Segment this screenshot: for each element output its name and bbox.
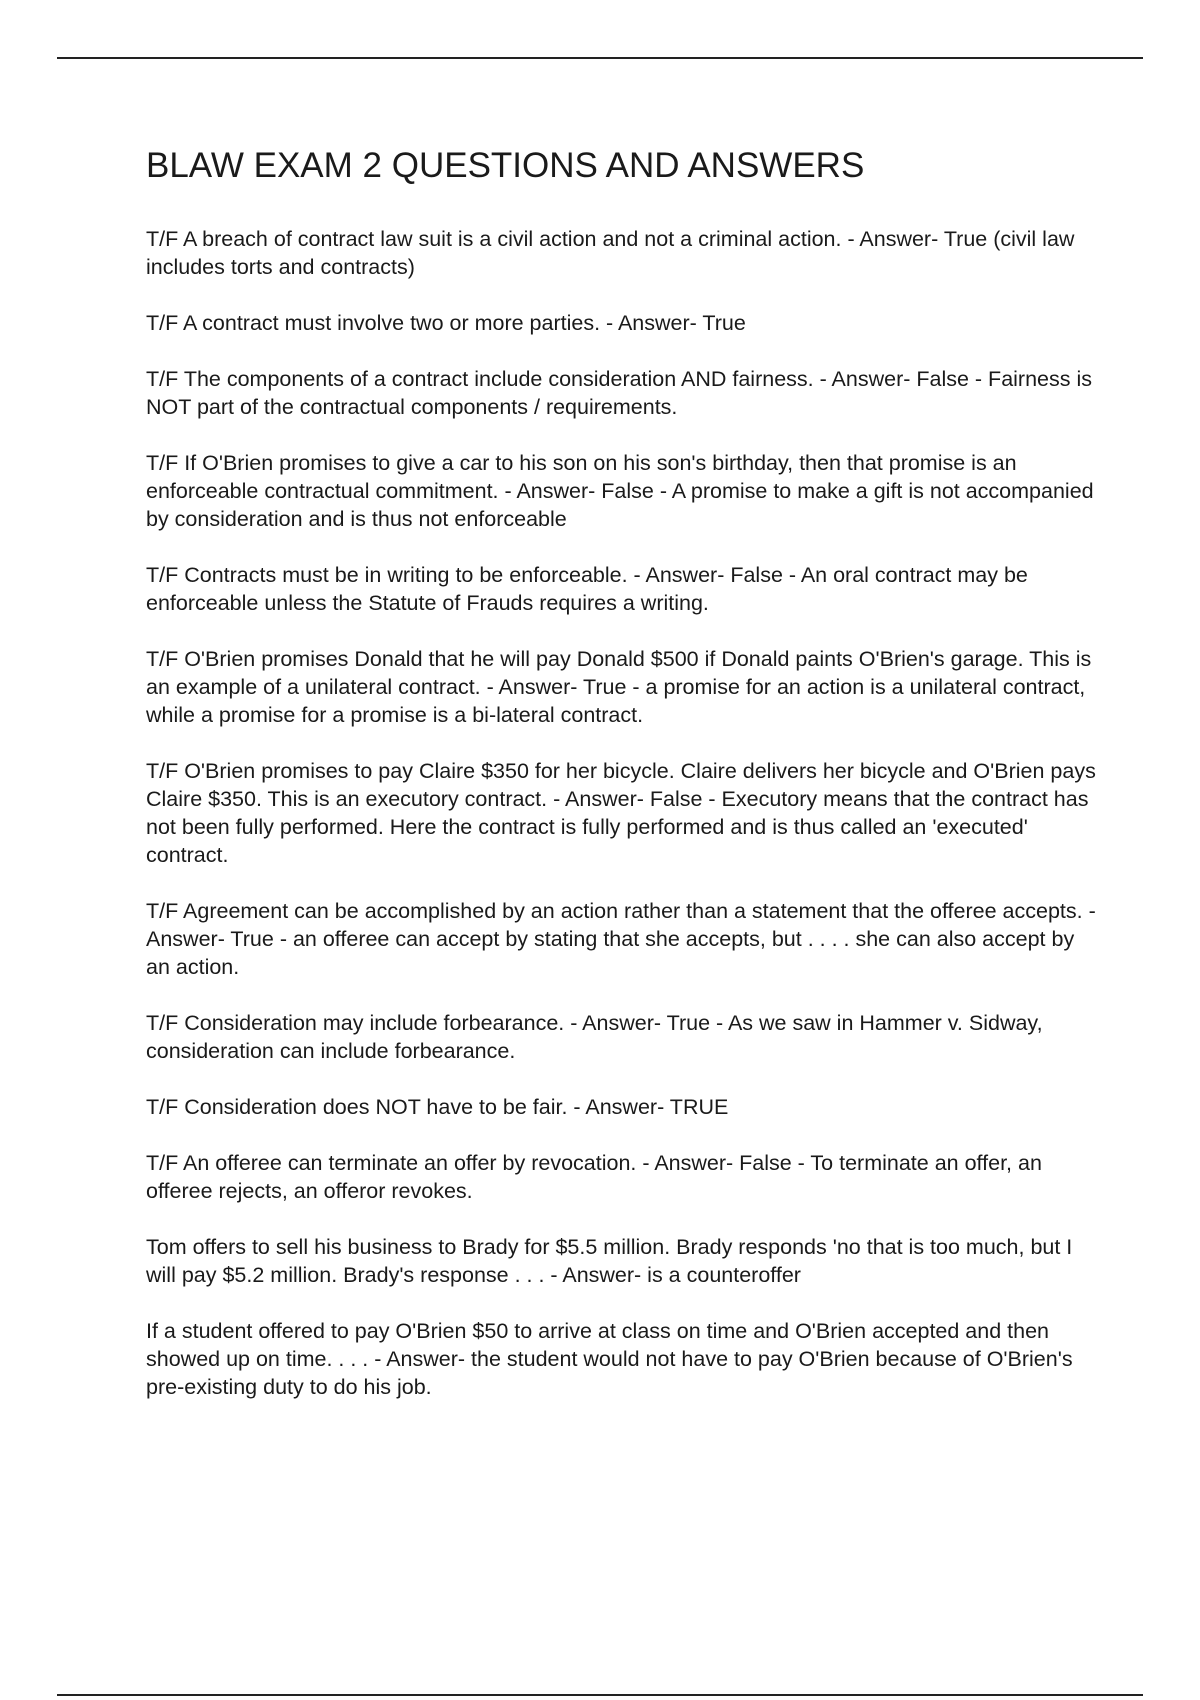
bottom-divider <box>57 1694 1143 1696</box>
qa-list <box>146 225 1096 1401</box>
qa-item-5: T/F Contracts must be in writing to be enforceable. - Answer- False - An oral contract may be enforceable unless the Statute of Frauds requires a writing. <box>146 563 1028 615</box>
document-body <box>146 140 1096 1429</box>
qa-item-9: T/F Consideration may include forbearance. - Answer- True - As we saw in Hammer v. Sidway, consideration can include forbearance. <box>146 1011 1043 1063</box>
document-title: BLAW EXAM 2 QUESTIONS AND ANSWERS <box>146 146 865 185</box>
qa-item-1: T/F A breach of contract law suit is a civil action and not a criminal action. - Answer- True (civil law includes torts and contracts) <box>146 227 1075 279</box>
qa-item-4: T/F If O'Brien promises to give a car to his son on his son's birthday, then that promise is an enforceable contractual commitment. - Answer- False - A promise to make a gift is not accompanied by consideration and is thus not enforceable <box>146 451 1094 531</box>
top-divider <box>57 57 1143 59</box>
qa-item-3: T/F The components of a contract include consideration AND fairness. - Answer- False - Fairness is NOT part of the contractual components / requirements. <box>146 367 1092 419</box>
qa-item-11: T/F An offeree can terminate an offer by revocation. - Answer- False - To terminate an offer, an offeree rejects, an offeror revokes. <box>146 1151 1042 1203</box>
qa-item-7: T/F O'Brien promises to pay Claire $350 for her bicycle. Claire delivers her bicycle and O'Brien pays Claire $350. This is an executory contract. - Answer- False - Executory means that the contract has not been fully performed. Here the contract is fully performed and is thus called an 'executed' contract. <box>146 759 1096 867</box>
qa-item-6: T/F O'Brien promises Donald that he will pay Donald $500 if Donald paints O'Brien's garage. This is an example of a unilateral contract. - Answer- True - a promise for an action is a unilateral contract, while a promise for a promise is a bi-lateral contract. <box>146 647 1092 727</box>
qa-item-12: Tom offers to sell his business to Brady for $5.5 million. Brady responds 'no that is too much, but I will pay $5.2 million. Brady's response . . . - Answer- is a counteroffer <box>146 1235 1073 1287</box>
qa-item-2: T/F A contract must involve two or more parties. - Answer- True <box>146 311 746 335</box>
qa-item-13: If a student offered to pay O'Brien $50 to arrive at class on time and O'Brien accepted and then showed up on time. . . . - Answer- the student would not have to pay O'Brien because of O'Brien's pre-existing duty to do his job. <box>146 1319 1073 1399</box>
qa-item-10: T/F Consideration does NOT have to be fair. - Answer- TRUE <box>146 1095 729 1119</box>
qa-item-8: T/F Agreement can be accomplished by an action rather than a statement that the offeree accepts. - Answer- True - an offeree can accept by stating that she accepts, but . . . . she can also accept by an action. <box>146 899 1096 979</box>
